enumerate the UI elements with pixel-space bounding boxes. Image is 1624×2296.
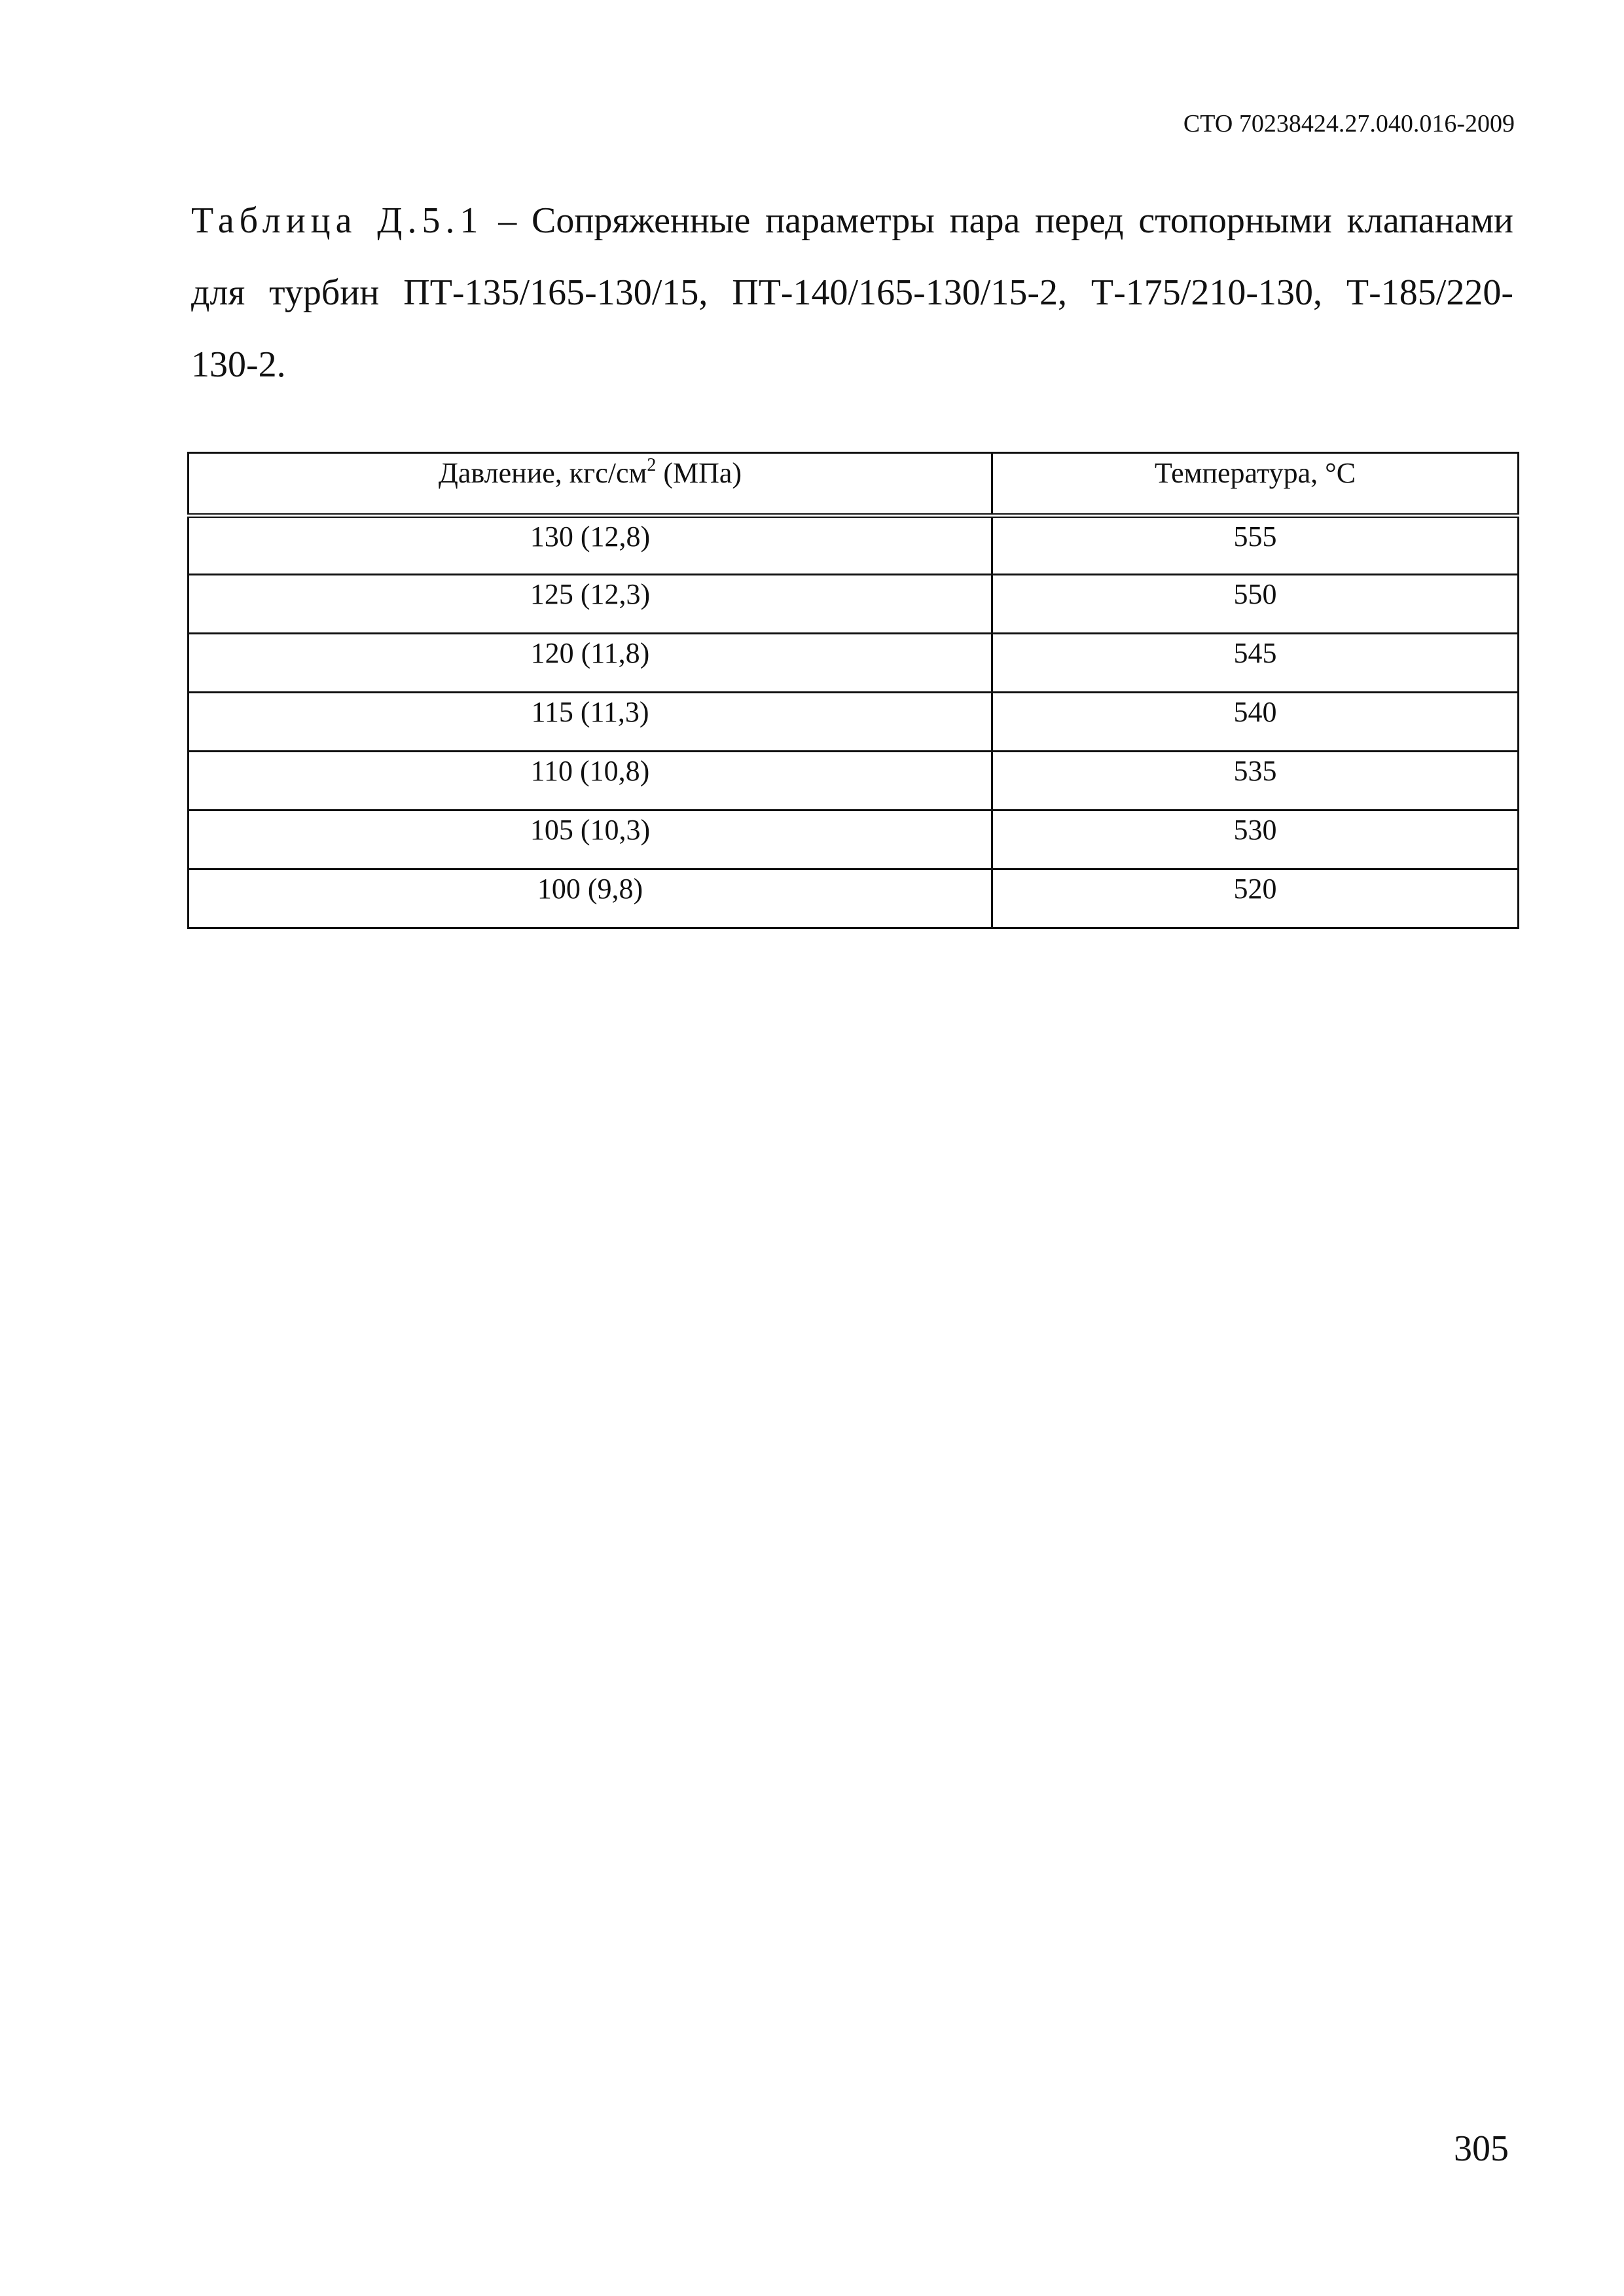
temperature-cell: 545 — [992, 634, 1519, 693]
pressure-cell: 100 (9,8) — [189, 869, 992, 928]
temperature-cell: 555 — [992, 516, 1519, 575]
caption-label: Таблица Д.5.1 — [191, 200, 484, 241]
table-row — [189, 752, 1519, 811]
header-row — [189, 453, 1519, 516]
document-code: СТО 70238424.27.040.016-2009 — [1183, 110, 1515, 137]
table-body — [189, 516, 1519, 928]
temperature-cell: 550 — [992, 575, 1519, 634]
caption-line-3: 130-2. — [191, 344, 286, 385]
temperature-cell: 530 — [992, 811, 1519, 869]
pressure-cell: 130 (12,8) — [189, 516, 992, 575]
pressure-cell: 125 (12,3) — [189, 575, 992, 634]
pressure-header-superscript: 2 — [647, 455, 657, 475]
caption-line-1 — [191, 185, 1513, 257]
table-row — [189, 516, 1519, 575]
table-row — [189, 634, 1519, 693]
table-row — [189, 575, 1519, 634]
column-header-pressure — [189, 453, 992, 516]
caption-title: – Сопряженные параметры пара перед стопорными клапанами — [483, 200, 1513, 241]
table-row — [189, 693, 1519, 752]
pressure-cell: 120 (11,8) — [189, 634, 992, 693]
pressure-header-unit: (МПа) — [656, 457, 742, 489]
parameters-table — [187, 452, 1519, 929]
table-row — [189, 869, 1519, 928]
pressure-header-text: Давление, кгс/см — [438, 457, 647, 489]
temperature-cell: 535 — [992, 752, 1519, 811]
pressure-cell: 115 (11,3) — [189, 693, 992, 752]
table-caption — [191, 185, 1513, 401]
table-row — [189, 811, 1519, 869]
table-header — [189, 453, 1519, 516]
temperature-cell: 540 — [992, 693, 1519, 752]
page-number: 305 — [1454, 2128, 1509, 2169]
pressure-cell: 105 (10,3) — [189, 811, 992, 869]
pressure-cell: 110 (10,8) — [189, 752, 992, 811]
column-header-temperature: Температура, °С — [992, 453, 1519, 516]
caption-line-2: для турбин ПТ-135/165-130/15, ПТ-140/165-130/15-2, Т-175/210-130, Т-185/220- — [191, 272, 1513, 313]
parameters-table-container — [187, 452, 1517, 929]
temperature-cell: 520 — [992, 869, 1519, 928]
